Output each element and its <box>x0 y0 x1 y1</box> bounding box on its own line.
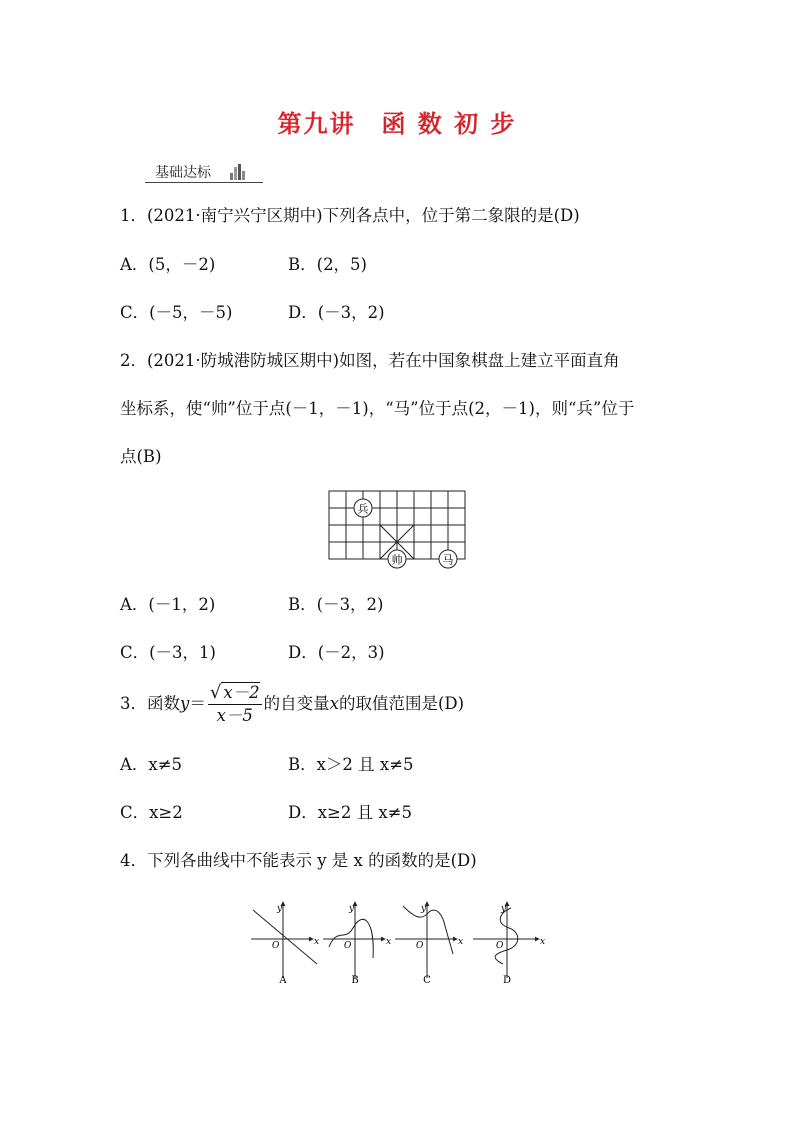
section-label: 基础达标 <box>155 165 211 181</box>
q2-option-a: A．(－1，2) <box>120 595 216 614</box>
page-title: 第九讲 函 数 初 步 <box>277 110 517 138</box>
piece-bing-label: 兵 <box>357 502 369 516</box>
q3-prefix: 3．函数 <box>120 694 180 713</box>
graph-a-y-label: y <box>277 904 283 914</box>
graph-c-label: C <box>423 975 431 986</box>
graph-d-x-label: x <box>540 937 545 947</box>
q1-text: 1．(2021·南宁兴宁区期中)下列各点中，位于第二象限的是(D) <box>120 206 580 225</box>
piece-ma <box>439 550 457 568</box>
q3-fraction <box>208 682 262 727</box>
chess-board-figure <box>322 486 472 572</box>
graph-b-y-label: y <box>349 904 355 914</box>
q2-line-1: 2．(2021·防城港防城区期中)如图，若在中国象棋盘上建立平面直角 <box>120 351 620 370</box>
graph-a <box>251 902 320 978</box>
graph-c-curve <box>403 906 453 954</box>
graph-c-y-label: y <box>421 904 427 914</box>
q3-option-c: C．x≥2 <box>120 803 183 822</box>
q3-var-y: y <box>180 694 190 713</box>
graph-b-origin: O <box>344 941 352 951</box>
q4-text: 4．下列各曲线中不能表示 y 是 x 的函数的是(D) <box>120 851 477 870</box>
q1-option-d: D．(－3，2) <box>288 303 385 322</box>
graph-a-x-label: x <box>314 937 320 947</box>
q3-suffix-b: 的取值范围是(D) <box>338 694 465 713</box>
graph-a-curve <box>253 910 320 964</box>
graph-d-y-label: y <box>501 904 507 914</box>
graph-b-x-label: x <box>386 937 392 947</box>
q3-denominator: x－5 <box>216 706 253 725</box>
q3-var-x: x <box>329 694 339 713</box>
q1-option-a: A．(5，－2) <box>120 255 216 274</box>
chess-board-grid <box>329 491 465 559</box>
graph-c-origin: O <box>416 941 424 951</box>
q3-option-d: D．x≥2 且 x≠5 <box>288 803 412 822</box>
q3-numerator: √ x－2 <box>209 682 260 703</box>
q3-option-a: A．x≠5 <box>120 755 183 774</box>
q1-option-c: C．(－5，－5) <box>120 303 233 322</box>
graph-a-label: A <box>279 975 287 986</box>
q3-suffix-a: 的自变量 <box>263 694 330 713</box>
q2-line-3: 点(B) <box>120 447 162 466</box>
q2-line-2: 坐标系，使“帅”位于点(－1，－1)，“马”位于点(2，－1)，则“兵”位于 <box>120 399 635 418</box>
graph-b-label: B <box>351 975 359 986</box>
piece-ma-label: 马 <box>442 553 454 567</box>
function-graphs-figure <box>245 892 545 992</box>
graph-d-curve <box>495 908 518 964</box>
graph-d-label: D <box>502 975 512 986</box>
q2-option-c: C．(－3，1) <box>120 643 216 662</box>
q3-equals: ＝ <box>189 694 206 713</box>
q3-text <box>120 680 464 728</box>
graph-c-x-label: x <box>458 937 464 947</box>
section-underline <box>145 182 263 183</box>
graph-a-origin: O <box>272 941 280 951</box>
q1-option-b: B．(2，5) <box>288 255 367 274</box>
piece-shuai-label: 帅 <box>391 553 403 567</box>
piece-shuai <box>388 550 406 568</box>
q3-option-b: B．x＞2 且 x≠5 <box>288 755 414 774</box>
q2-option-d: D．(－2，3) <box>288 643 385 662</box>
piece-bing <box>354 499 372 517</box>
section-header <box>145 162 255 184</box>
q2-option-b: B．(－3，2) <box>288 595 384 614</box>
graph-d-origin: O <box>496 941 504 951</box>
bar-chart-icon <box>229 163 247 181</box>
